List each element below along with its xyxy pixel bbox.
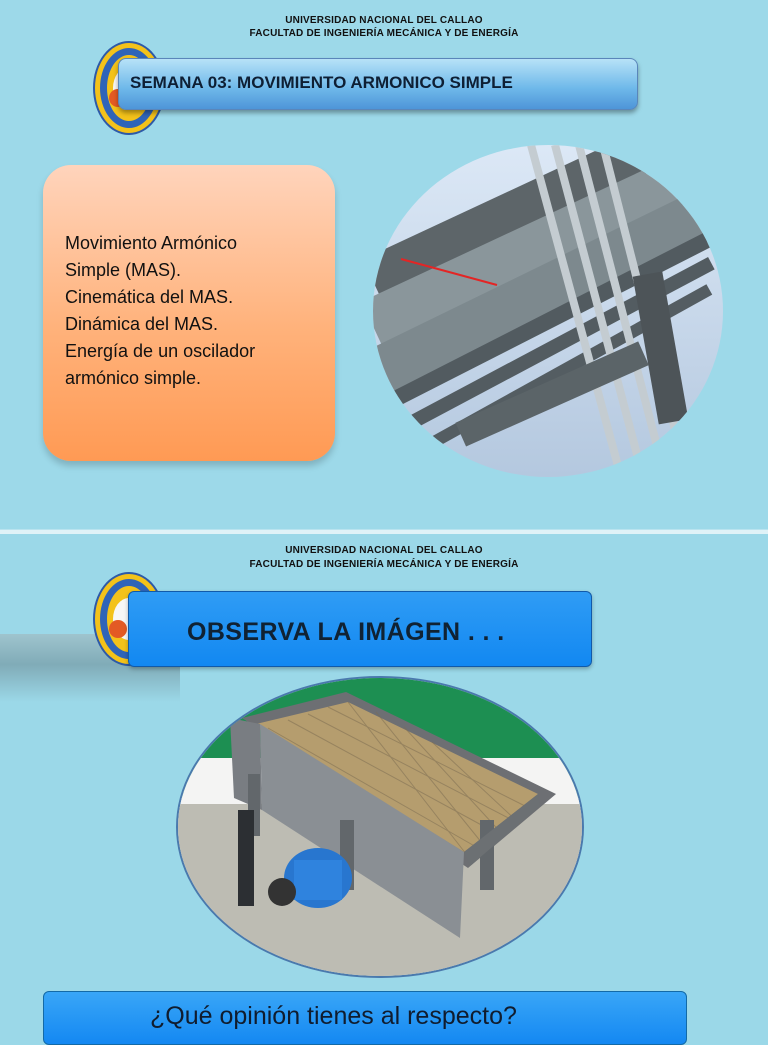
topic-line: Energía de un oscilador (65, 341, 256, 361)
topics-list (65, 230, 315, 392)
topic-line: Simple (MAS). (65, 260, 182, 280)
topic-line: Movimiento Armónico (65, 233, 238, 253)
topic-line: armónico simple. (65, 368, 202, 388)
bridge-photo (373, 145, 723, 477)
university-name: UNIVERSIDAD NACIONAL DEL CALLAO (285, 545, 483, 556)
faculty-name: FACULTAD DE INGENIERÍA MECÁNICA Y DE ENERGÍA (249, 559, 519, 570)
topic-line: Cinemática del MAS. (65, 287, 234, 307)
topic-line: Dinámica del MAS. (65, 314, 219, 334)
university-name: UNIVERSIDAD NACIONAL DEL CALLAO (285, 15, 483, 26)
week-title: SEMANA 03: MOVIMIENTO ARMONICO SIMPLE (130, 73, 513, 92)
observe-title: OBSERVA LA IMÁGEN . . . (187, 618, 505, 646)
vibrating-screen-photo (176, 676, 584, 978)
faculty-name: FACULTAD DE INGENIERÍA MECÁNICA Y DE ENERGÍA (249, 28, 519, 39)
question-text: ¿Qué opinión tienes al respecto? (150, 1002, 517, 1030)
